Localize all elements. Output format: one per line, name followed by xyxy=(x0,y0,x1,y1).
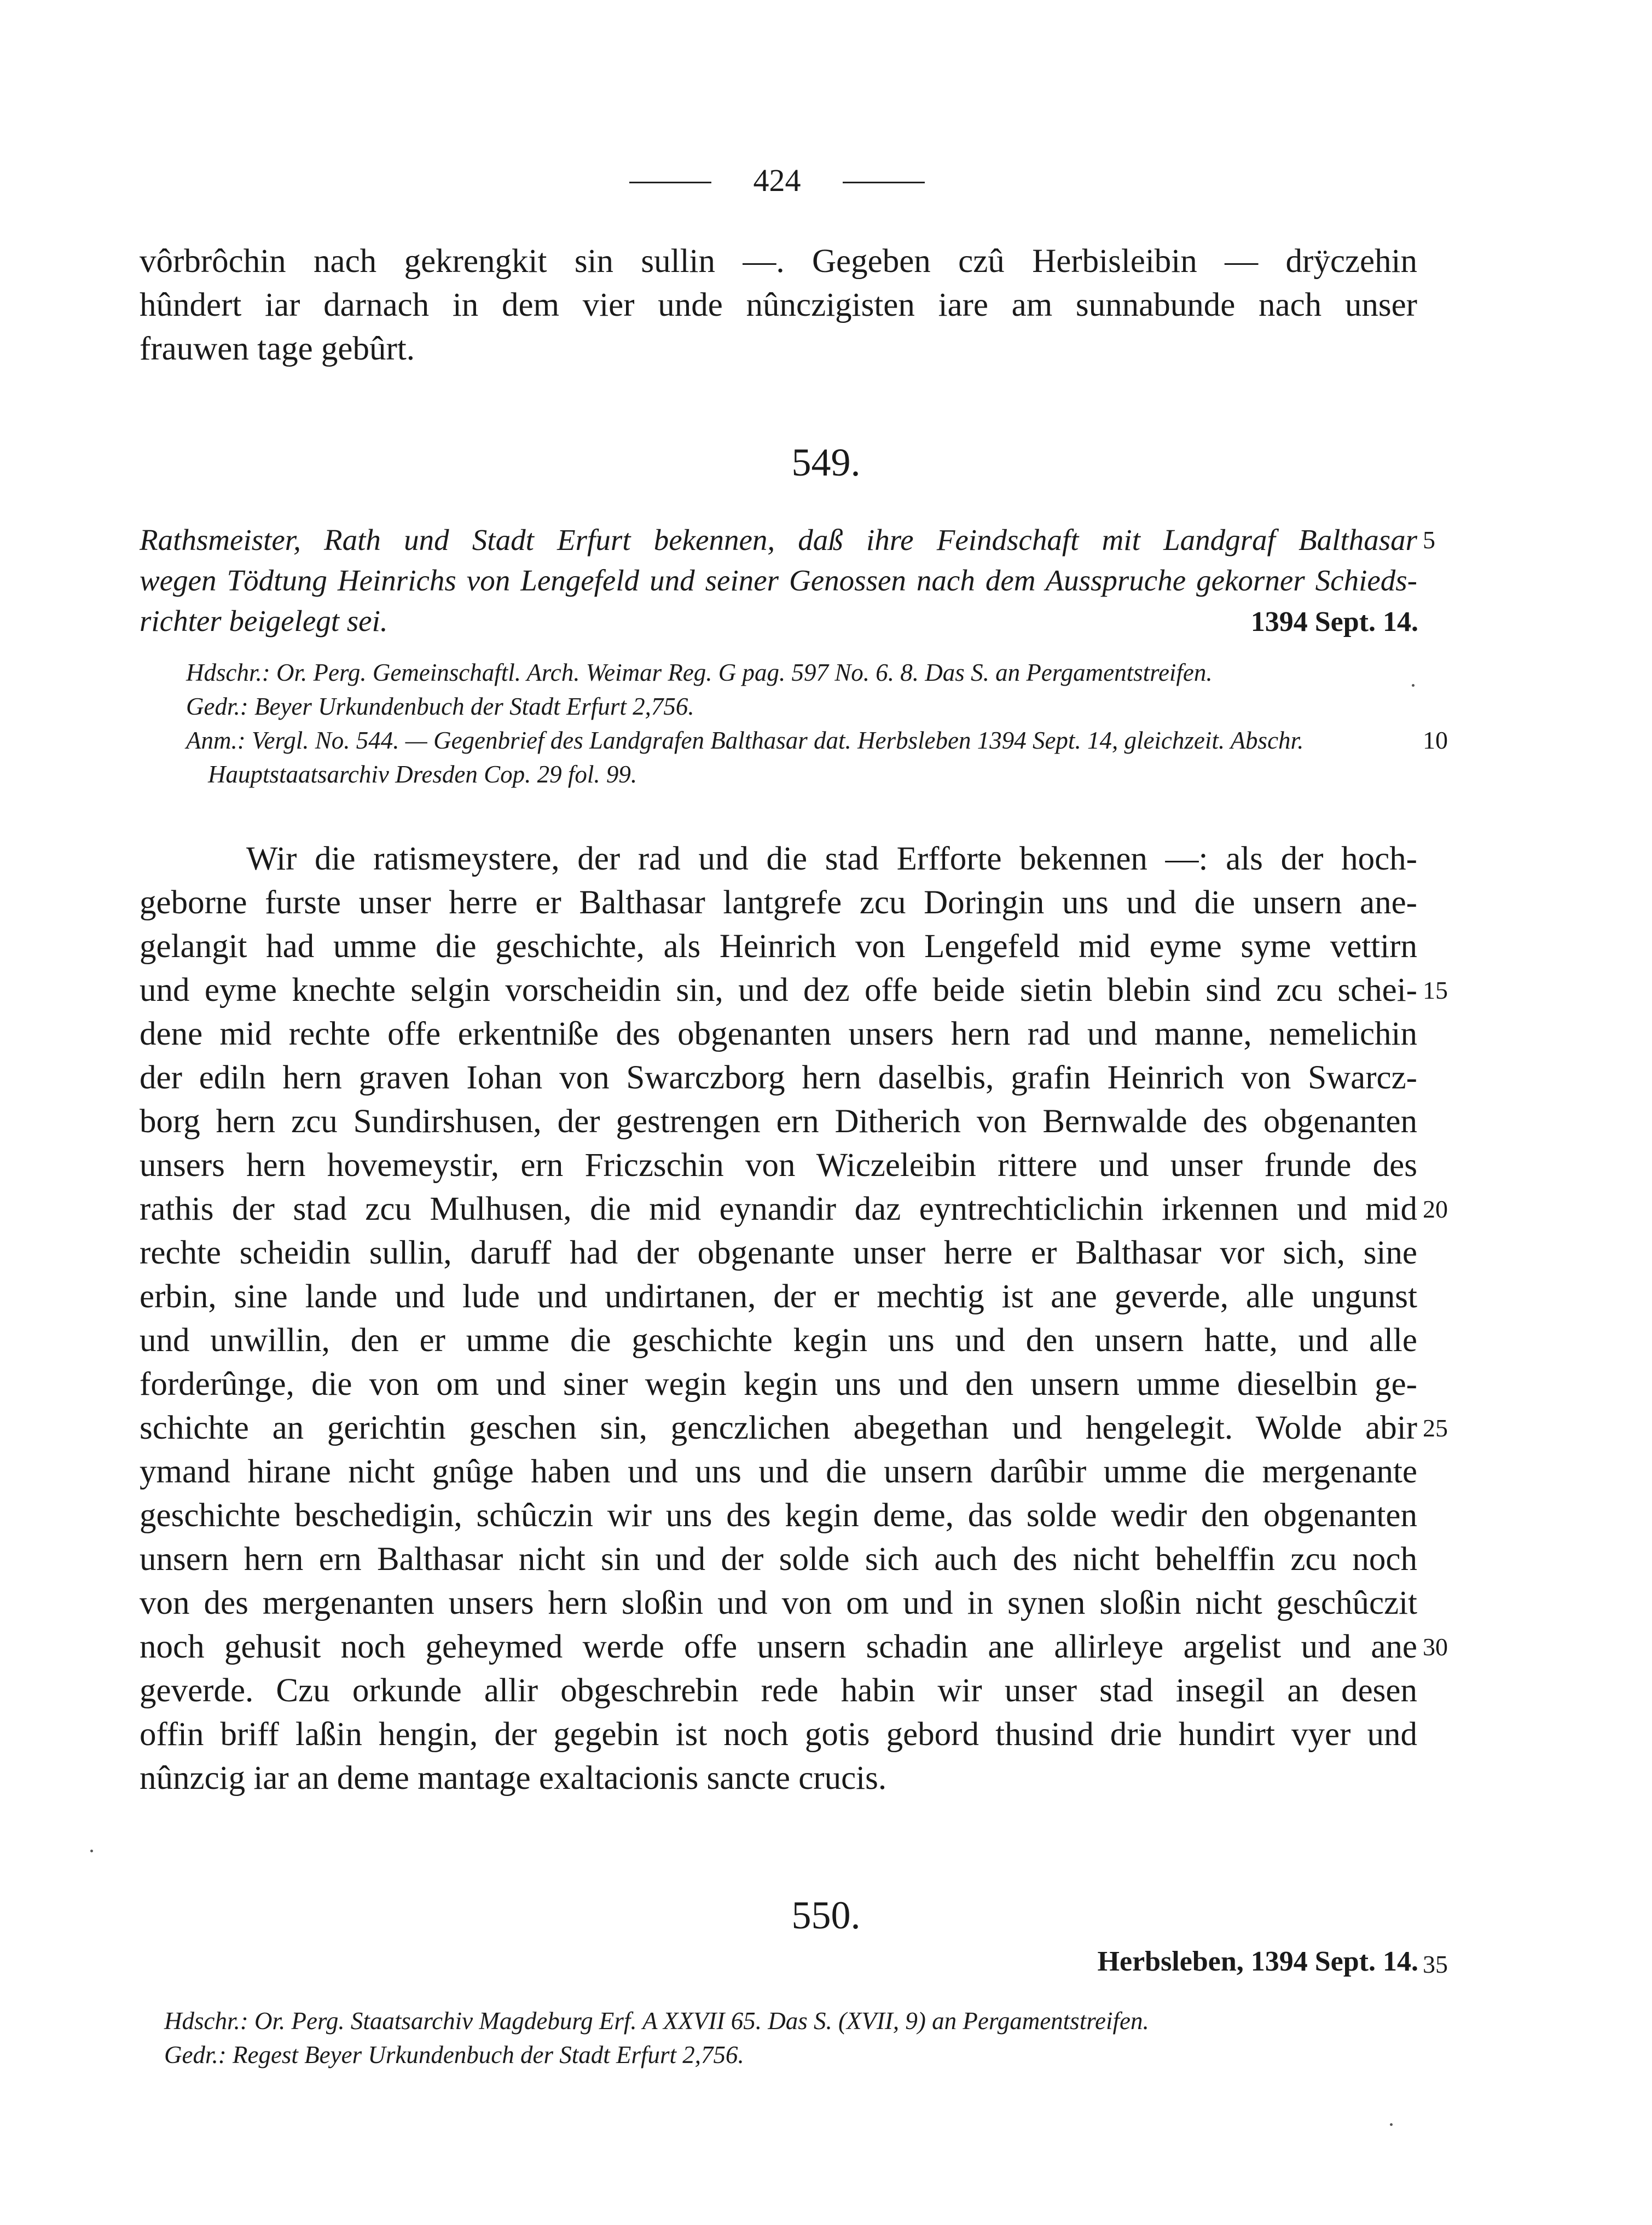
source-note-hdschr: Hdschr.: Or. Perg. Gemeinschaftl. Arch. Weimar Reg. G pag. 597 No. 6. 8. Das S. an Pergamentstreifen. xyxy=(186,659,1213,686)
text-line: schichte an gerichtin geschen sin, genczlichen abegethan und hengelegit. Wolde abir xyxy=(140,1410,1417,1446)
text-line: rathis der stad zcu Mulhusen, die mid eynandir daz eyntrechticlichin irkennen und mid xyxy=(140,1191,1417,1227)
text-line: gelangit had umme die geschichte, als Heinrich von Lengefeld mid eyme syme vettirn xyxy=(140,928,1417,965)
text-line: forderûnge, die von om und siner wegin kegin uns und den unsern umme dieselbin ge- xyxy=(140,1366,1417,1403)
text-line: geverde. Czu orkunde allir obgeschrebin rede habin wir unser stad insegil an desen xyxy=(140,1672,1417,1709)
source-note-hdschr: Hdschr.: Or. Perg. Staatsarchiv Magdeburg Erf. A XXVII 65. Das S. (XVII, 9) an Pergamentstreifen. xyxy=(164,2007,1149,2035)
text-line: geschichte beschedigin, schûczin wir uns des kegin deme, das solde wedir den obgenanten xyxy=(140,1497,1417,1534)
text-line: ymand hirane nicht gnûge haben und uns und die unsern darûbir umme die mergenante xyxy=(140,1453,1417,1490)
line-number: 10 xyxy=(1423,726,1448,754)
place-date-550: Herbsleben, 1394 Sept. 14. xyxy=(1097,1946,1418,1977)
text-line: erbin, sine lande und lude und undirtanen, der er mechtig ist ane geverde, alle ungunst xyxy=(140,1278,1417,1315)
running-head xyxy=(629,159,925,202)
text-line: Wir die ratismeystere, der rad und die stad Erfforte bekennen —: als der hoch- xyxy=(246,841,1417,877)
text-line: borg hern zcu Sundirshusen, der gestrengen ern Ditherich von Bernwalde des obgenanten xyxy=(140,1103,1417,1140)
header-rule-left xyxy=(629,182,711,183)
source-note-gedr: Gedr.: Regest Beyer Urkundenbuch der Stadt Erfurt 2,756. xyxy=(164,2041,744,2068)
text-line: rechte scheidin sullin, daruff had der obgenante unser herre er Balthasar vor sich, sine xyxy=(140,1235,1417,1271)
continuation-line: frauwen tage gebûrt. xyxy=(140,331,415,367)
entry-number-550: 550. xyxy=(791,1893,861,1937)
date-549: 1394 Sept. 14. xyxy=(1250,606,1418,638)
line-number: 30 xyxy=(1423,1633,1448,1661)
source-note-anm: Anm.: Vergl. No. 544. — Gegenbrief des Landgrafen Balthasar dat. Herbsleben 1394 Sept. 14, gleichzeit. Abschr. xyxy=(186,727,1304,754)
scan-speck xyxy=(1412,684,1415,687)
line-number: 35 xyxy=(1423,1950,1448,1978)
continuation-line: hûndert iar darnach in dem vier unde nûnczigisten iare am sunnabunde nach unser xyxy=(140,287,1417,323)
scan-speck xyxy=(1390,2123,1393,2126)
text-line: unsers hern hovemeystir, ern Friczschin von Wiczeleibin rittere und unser frunde des xyxy=(140,1147,1417,1184)
text-line: unsern hern ern Balthasar nicht sin und der solde sich auch des nicht behelffin zcu noch xyxy=(140,1541,1417,1578)
text-line: und unwillin, den er umme die geschichte kegin uns und den unsern hatte, und alle xyxy=(140,1322,1417,1359)
page-number: 424 xyxy=(753,163,801,198)
continuation-line: vôrbrôchin nach gekrengkit sin sullin —. Gegeben czû Herbisleibin — drÿczehin xyxy=(140,243,1417,280)
line-number: 5 xyxy=(1423,526,1435,554)
text-line: dene mid rechte offe erkentniße des obgenanten unsers hern rad und manne, nemelichin xyxy=(140,1016,1417,1052)
text-line: noch gehusit noch geheymed werde offe unsern schadin ane allirleye argelist und ane xyxy=(140,1629,1417,1665)
text-line: geborne furste unser herre er Balthasar lantgrefe zcu Doringin uns und die unsern ane- xyxy=(140,884,1417,921)
source-note-gedr: Gedr.: Beyer Urkundenbuch der Stadt Erfurt 2,756. xyxy=(186,693,694,720)
entry-number-549: 549. xyxy=(791,441,861,484)
line-number: 20 xyxy=(1423,1195,1448,1223)
text-line: von des mergenanten unsers hern sloßin und von om und in synen sloßin nicht geschûczit xyxy=(140,1585,1417,1621)
regest-line: wegen Tödtung Heinrichs von Lengefeld und seiner Genossen nach dem Ausspruche gekorner Schieds- xyxy=(140,564,1417,597)
text-line: offin briff laßin hengin, der gegebin ist noch gotis gebord thusind drie hundirt vyer und xyxy=(140,1716,1417,1753)
line-number: 15 xyxy=(1423,976,1448,1004)
text-line: der ediln hern graven Iohan von Swarczborg hern daselbis, grafin Heinrich von Swarcz- xyxy=(140,1059,1417,1096)
scan-speck xyxy=(90,1850,93,1852)
source-note-anm-cont: Hauptstaatsarchiv Dresden Cop. 29 fol. 99. xyxy=(208,761,637,788)
text-line: und eyme knechte selgin vorscheidin sin, und dez offe beide sietin blebin sind zcu schei- xyxy=(140,972,1417,1009)
header-rule-right xyxy=(843,182,925,183)
regest-line: richter beigelegt sei. xyxy=(140,604,388,638)
text-line: nûnzcig iar an deme mantage exaltacionis sancte crucis. xyxy=(140,1760,887,1797)
line-number: 25 xyxy=(1423,1414,1448,1442)
regest-line: Rathsmeister, Rath und Stadt Erfurt bekennen, daß ihre Feindschaft mit Landgraf Balthasar xyxy=(140,523,1417,557)
